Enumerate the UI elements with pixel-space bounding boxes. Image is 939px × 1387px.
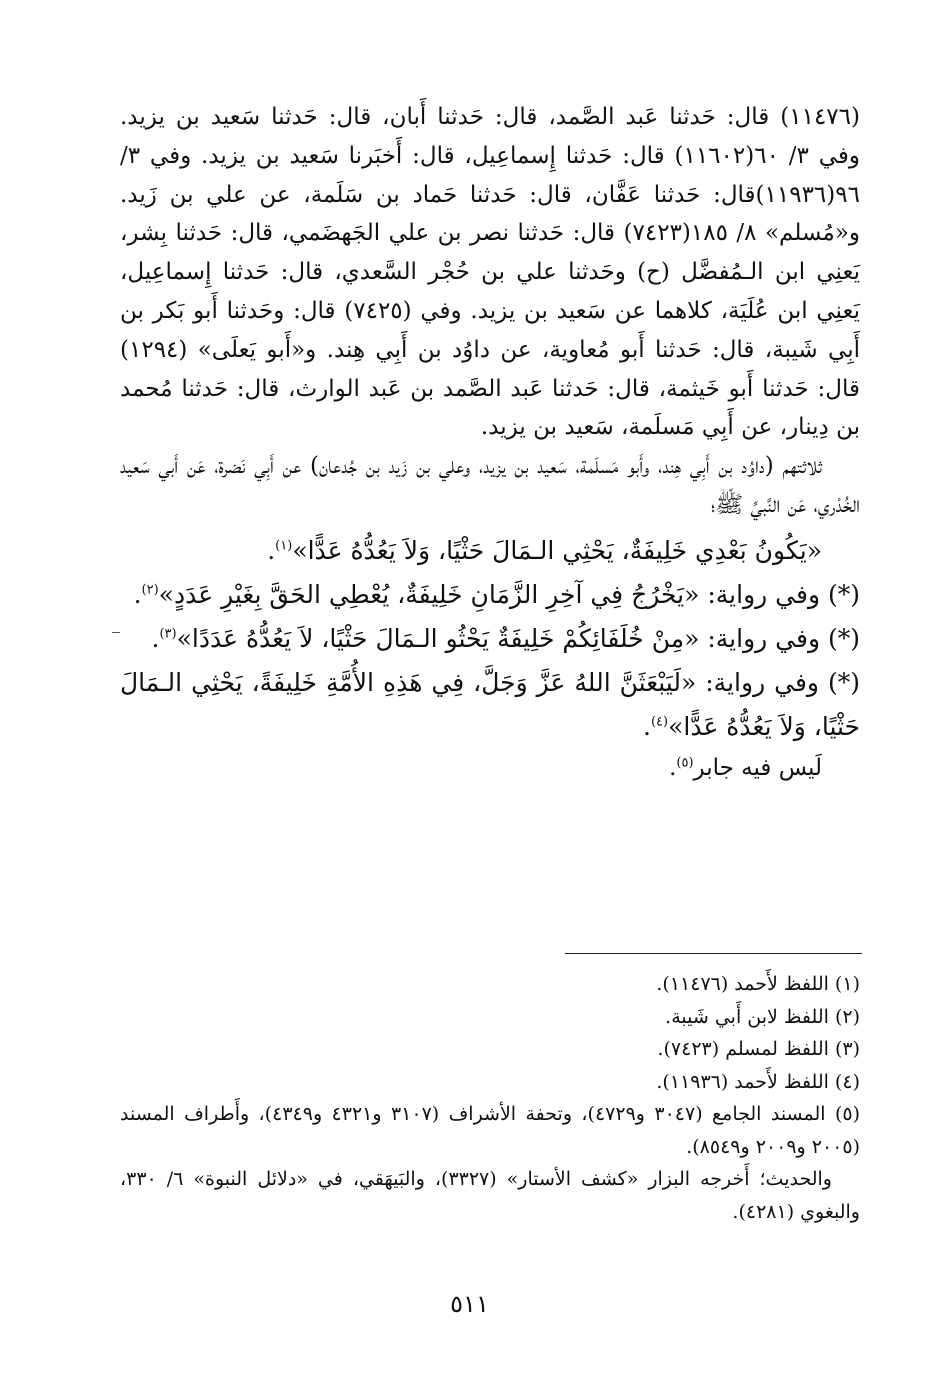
margin-mark <box>112 632 120 633</box>
hadith-text <box>120 529 860 573</box>
quote-end: . <box>151 623 160 653</box>
variant-narration <box>120 573 860 617</box>
footnote-item: (٣) اللفظ لمسلم (٧٤٢٣). <box>657 1038 860 1060</box>
footnote-ref: (٢) <box>141 582 159 598</box>
quote-end: . <box>133 579 142 609</box>
quote-text: (*) وفي رواية: «مِنْ خُلَفَائِكُمْ خَلِيفَةٌ يَحْثُو الـمَالَ حَثْيًا، لاَ يَعُدُّهُ عَدَدًا» <box>176 623 860 653</box>
quote-text: (*) وفي رواية: «لَيَبْعَثَنَّ اللهُ عَزَّ وَجَلَّ، فِي هَذِهِ الأُمَّةِ خَلِيفَةً، يَحْثِي الـمَالَ حَثْيًا، وَلاَ يَعُدُّهُ عَدًّا» <box>120 667 860 741</box>
quote-end: . <box>642 711 651 741</box>
variant-narration <box>120 661 860 749</box>
variant-narration <box>120 617 860 661</box>
closing-text: لَيس فيه جابر <box>693 754 822 781</box>
footnote-item: (٥) المسند الجامع (٣٠٤٧ و٤٧٢٩)، وتحفة الأشراف (٣١٠٧ و٤٣٢١ و٤٣٤٩)، وأَطراف المسند (٢٠٠٥ و٢٠٠٩ و٨٥٤٩). <box>120 1103 861 1158</box>
isnad-paragraph: (١١٤٧٦) قال: حَدثنا عَبد الصَّمد، قال: حَدثنا أَبان، قال: حَدثنا سَعيد بن يزيد. وفي ٣/ ٦٠(١١٦٠٢) قال: حَدثنا إِسماعِيل، قال: أَخبَرنا سَعيد بن يزيد. وفي ٣/ ٩٦(١١٩٣٦)قال: حَدثنا عَفَّان، قال: حَدثنا حَماد بن سَلَمة، عن علي بن زَيد. و«مُسلم» ٨/ ١٨٥(٧٤٢٣) قال: حَدثنا نصر بن علي الجَهضَمي، قال: حَدثنا بِشر، يَعنِي ابن الـمُفضَّل (ح) وحَدثنا علي بن حُجْر السَّعدي، قال: حَدثنا إِسماعِيل، يَعنِي ابن عُلَيَة، كلاهما عن سَعيد بن يزيد. وفي (٧٤٢٥) قال: وحَدثنا أَبو بَكر بن أَبِي شَيبة، قال: حَدثنا أَبو مُعاوية، عن داوُد بن أَبِي هِند. و«أَبو يَعلَى» (١٢٩٤) قال: حَدثنا أَبو خَيثمة، قال: حَدثنا عَبد الصَّمد بن عَبد الوارث، قال: حَدثنا مُحمد بن دِينار، عن أَبِي مَسلَمة، سَعيد بن يزيد. <box>120 104 860 441</box>
footnote-separator <box>565 953 862 954</box>
chain-summary-paragraph: ثلاثتهم (داوُد بن أَبِي هِند، وأَبو مَسلَمة، سَعيد بن يزيد، وعلي بن زَيد بن جُدعان) عن أَبِي نَضرة، عَن أَبي سَعيد الخُدْري، عَن النَّبيِّ ﷺ؛ <box>120 453 860 518</box>
footnotes <box>120 968 860 1228</box>
quote-text: «يَكُونُ بَعْدِي خَلِيفَةٌ، يَحْثِي الـمَالَ حَثْيًا، وَلاَ يَعُدُّهُ عَدًّا» <box>292 535 822 565</box>
quote-text: (*) وفي رواية: «يَخْرُجُ فِي آخِرِ الزَّمَانِ خَلِيفَةٌ، يُعْطِي الحَقَّ بِغَيْرِ عَدَدٍ» <box>158 579 860 609</box>
footnote-ref: (١) <box>275 538 293 554</box>
closing-end: . <box>669 754 677 781</box>
footnote-ref: (٥) <box>676 755 694 771</box>
footnote-item: (١) اللفظ لأَحمد (١١٤٧٦). <box>656 973 860 995</box>
footnote-item: (٤) اللفظ لأَحمد (١١٩٣٦). <box>656 1070 860 1093</box>
closing-remark <box>120 749 860 788</box>
quote-end: . <box>267 535 276 565</box>
footnote-item: (٢) اللفظ لابن أَبي شَيبة. <box>665 1005 860 1028</box>
footnote-ref: (٣) <box>159 626 177 642</box>
page-number: ٥١١ <box>450 1290 489 1318</box>
main-text <box>120 98 860 788</box>
footnote-ref: (٤) <box>650 714 669 730</box>
footnote-continuation: والحديث؛ أَخرجه البزار «كشف الأستار» (٣٣٢٧)، والبَيهَقي، في «دلائل النبوة» ٦/ ٣٣٠، والبغوي (٤٢٨١). <box>120 1168 860 1223</box>
